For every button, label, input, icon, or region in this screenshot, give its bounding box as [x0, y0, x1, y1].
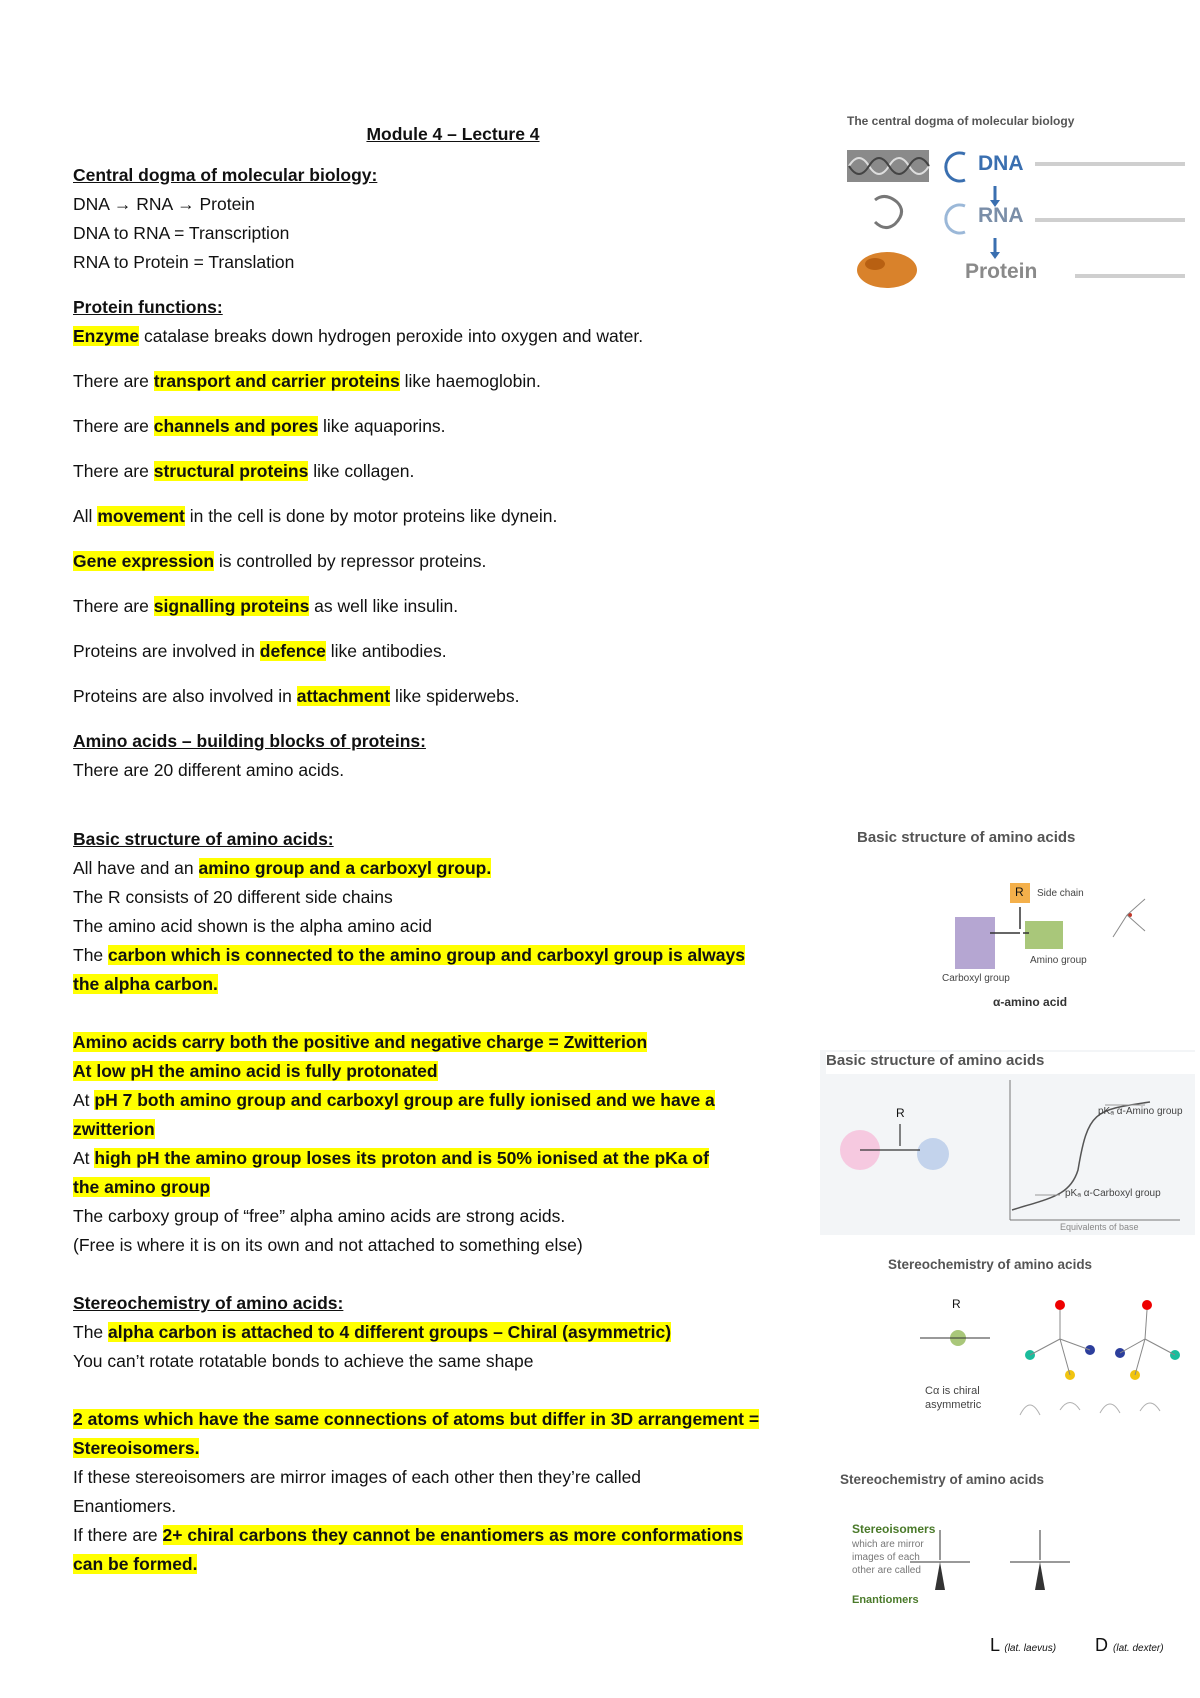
basic-line-3: The amino acid shown is the alpha amino acid	[73, 916, 432, 936]
text: There are	[73, 416, 154, 436]
highlight: can be formed.	[73, 1554, 198, 1574]
highlight: the amino group	[73, 1177, 211, 1197]
x-axis-label: Equivalents of base	[1060, 1222, 1139, 1232]
stereo-line-6: Enantiomers.	[73, 1496, 177, 1516]
basic-line-4	[73, 941, 833, 970]
text: There are	[73, 596, 154, 616]
highlight: At low pH the amino acid is fully protonated	[73, 1061, 438, 1081]
bond	[1145, 1310, 1147, 1339]
bond	[1060, 1339, 1070, 1375]
caption-line	[1035, 162, 1185, 166]
figure-title: Stereochemistry of amino acids	[840, 1472, 1045, 1487]
central-dogma-heading: Central dogma of molecular biology:	[73, 165, 378, 185]
amino-acids-heading: Amino acids – building blocks of proteins:	[73, 731, 426, 751]
stereo-heading: Stereochemistry of amino acids:	[73, 1293, 344, 1313]
basic-line-1	[73, 854, 833, 883]
highlight: 2 atoms which have the same connections of atoms but differ in 3D arrangement =	[73, 1409, 760, 1429]
basic-line-5	[73, 970, 833, 999]
highlight: movement	[97, 506, 185, 526]
caption-line	[1075, 274, 1185, 278]
text: The	[73, 1322, 109, 1342]
protein-image-detail	[865, 258, 885, 270]
bond	[1145, 1339, 1175, 1355]
flow-dna: DNA	[73, 194, 109, 214]
d-latin: (lat. dexter)	[1113, 1643, 1164, 1654]
translation-line: RNA to Protein = Translation	[73, 252, 295, 272]
basic-structure-heading: Basic structure of amino acids:	[73, 829, 334, 849]
stereochemistry-figure	[880, 1255, 1200, 1435]
function-defence	[73, 637, 833, 666]
stereo-line-2: You can’t rotate rotatable bonds to achieve the same shape	[73, 1351, 534, 1371]
text: like haemoglobin.	[399, 371, 541, 391]
r-label: R	[952, 1297, 961, 1311]
stereo-line-3	[73, 1405, 833, 1434]
wedge-bond	[1035, 1562, 1045, 1590]
protein-image	[857, 252, 917, 288]
rna-cycle-arrow	[946, 205, 965, 233]
l-label	[990, 1635, 1056, 1656]
highlight: Amino acids carry both the positive and negative charge = Zwitterion	[73, 1032, 648, 1052]
bond	[1030, 1339, 1060, 1355]
highlight: Stereoisomers.	[73, 1438, 200, 1458]
function-channels	[73, 412, 833, 441]
text: Proteins are involved in	[73, 641, 260, 661]
highlight: Enzyme	[73, 326, 140, 346]
highlight: attachment	[296, 686, 391, 706]
zwitterion-line-3	[73, 1086, 833, 1115]
zwitterion-line-1	[73, 1028, 833, 1057]
figure-title: The central dogma of molecular biology	[847, 114, 1075, 128]
d-label	[1095, 1635, 1164, 1656]
function-movement	[73, 502, 833, 531]
highlight: pH 7 both amino group and carboxyl group are fully ionised and we have a	[94, 1090, 715, 1110]
text: catalase breaks down hydrogen peroxide into oxygen and water.	[139, 326, 644, 346]
zwitterion-line-6	[73, 1173, 833, 1202]
figure-title: Basic structure of amino acids	[826, 1052, 1195, 1074]
figure-title: Basic structure of amino acids	[857, 829, 1076, 846]
bond	[1060, 1339, 1090, 1350]
zwitterion-line-2	[73, 1057, 833, 1086]
zwitterion-line-7: The carboxy group of “free” alpha amino acids are strong acids.	[73, 1206, 566, 1226]
function-attachment	[73, 682, 833, 711]
text: in the cell is done by motor proteins like dynein.	[184, 506, 558, 526]
flow-rna: RNA	[136, 194, 173, 214]
titration-curve	[820, 1050, 1195, 1235]
text: All	[73, 506, 98, 526]
text: like antibodies.	[325, 641, 447, 661]
dogma-flow	[73, 190, 833, 219]
text: The	[73, 945, 109, 965]
bond	[1127, 899, 1145, 915]
bond	[1127, 915, 1145, 931]
basic-structure-figure	[845, 825, 1195, 1020]
zwitterion-line-4	[73, 1115, 833, 1144]
zwitterion-line-5	[73, 1144, 833, 1173]
asymmetric-label: asymmetric	[925, 1399, 982, 1411]
flow-protein: Protein	[199, 194, 255, 214]
figure-title: Stereochemistry of amino acids	[888, 1257, 1093, 1272]
zwitterion-line-8: (Free is where it is on its own and not attached to something else)	[73, 1235, 583, 1255]
stereo-line-5: If these stereoisomers are mirror images of each other then they’re called	[73, 1467, 642, 1487]
stereo-line-7	[73, 1521, 833, 1550]
highlight: structural proteins	[153, 461, 309, 481]
function-transport	[73, 367, 833, 396]
d-letter: D	[1095, 1635, 1108, 1655]
l-latin: (lat. laevus)	[1004, 1643, 1057, 1654]
central-dogma-figure	[845, 110, 1190, 300]
positive-charge-glow	[917, 1138, 949, 1170]
dna-label: DNA	[978, 152, 1024, 175]
r-label: R	[1015, 885, 1024, 899]
arrow-icon: →	[113, 194, 132, 214]
basic-line-2: The R consists of 20 different side chains	[73, 887, 393, 907]
page-title: Module 4 – Lecture 4	[366, 124, 540, 144]
stereoisomers-label: Stereoisomers	[852, 1522, 936, 1536]
stereo-line-8	[73, 1550, 833, 1579]
protein-label: Protein	[965, 260, 1038, 283]
model-atom	[1142, 1300, 1152, 1310]
text: There are	[73, 371, 154, 391]
amino-box	[1025, 921, 1063, 949]
function-signalling	[73, 592, 833, 621]
l-letter: L	[990, 1635, 1000, 1655]
text: At	[73, 1090, 95, 1110]
highlight: signalling proteins	[153, 596, 310, 616]
pk-carboxyl-label: pKₐ α-Carboxyl group	[1065, 1188, 1161, 1199]
text: as well like insulin.	[309, 596, 459, 616]
notes-column	[73, 120, 833, 1579]
highlight: Gene expression	[73, 551, 215, 571]
rna-strand-image	[875, 196, 902, 227]
highlight: zwitterion	[73, 1119, 155, 1139]
mirror-description: which are mirror images of each other are called	[852, 1539, 924, 1576]
stereo-line-4	[73, 1434, 833, 1463]
enantiomers-figure	[840, 1470, 1195, 1670]
replication-arrow	[946, 153, 965, 181]
highlight: amino group and a carboxyl group.	[198, 858, 492, 878]
highlight: the alpha carbon.	[73, 974, 218, 994]
text: is controlled by repressor proteins.	[214, 551, 487, 571]
text: There are	[73, 461, 154, 481]
text: Proteins are also involved in	[73, 686, 297, 706]
highlight: 2+ chiral carbons they cannot be enantiomers as more conformations	[162, 1525, 743, 1545]
protein-functions-heading: Protein functions:	[73, 297, 223, 317]
text: like spiderwebs.	[390, 686, 520, 706]
model-atom	[1055, 1300, 1065, 1310]
titration-figure	[820, 1050, 1195, 1235]
text: If there are	[73, 1525, 163, 1545]
bond	[1135, 1339, 1145, 1375]
rna-label: RNA	[978, 204, 1024, 227]
function-structural	[73, 457, 833, 486]
bond	[1113, 915, 1127, 937]
text: At	[73, 1148, 95, 1168]
highlight: high pH the amino group loses its proton and is 50% ionised at the pKa of	[94, 1148, 709, 1168]
alpha-amino-caption: α-amino acid	[993, 995, 1068, 1009]
arrow-icon: →	[177, 194, 195, 214]
pk-amino-label: pKₐ α-Amino group	[1098, 1106, 1183, 1117]
text: like aquaporins.	[318, 416, 446, 436]
highlight: defence	[259, 641, 326, 661]
function-enzyme	[73, 322, 833, 351]
highlight: carbon which is connected to the amino group and carboxyl group is always	[108, 945, 745, 965]
caption-line	[1035, 218, 1185, 222]
text: All have and an	[73, 858, 199, 878]
text: like collagen.	[308, 461, 415, 481]
arrow-head	[990, 252, 1000, 259]
carboxyl-label: Carboxyl group	[942, 973, 1010, 984]
carboxyl-box	[955, 917, 995, 969]
transcription-line: DNA to RNA = Transcription	[73, 223, 290, 243]
highlight: channels and pores	[153, 416, 319, 436]
amino-label: Amino group	[1030, 955, 1087, 966]
chiral-label: Cα is chiral	[925, 1385, 980, 1397]
highlight: alpha carbon is attached to 4 different groups – Chiral (asymmetric)	[108, 1322, 672, 1342]
amino-acid-structure	[845, 825, 1195, 1020]
function-gene-expression	[73, 547, 833, 576]
amino-acids-count: There are 20 different amino acids.	[73, 760, 345, 780]
ball-stick-thumbnails	[1020, 1403, 1160, 1416]
stereo-line-1	[73, 1318, 833, 1347]
r-label: R	[896, 1106, 905, 1120]
side-chain-label: Side chain	[1037, 888, 1084, 899]
highlight: transport and carrier proteins	[153, 371, 400, 391]
enantiomers-label: Enantiomers	[852, 1594, 919, 1606]
